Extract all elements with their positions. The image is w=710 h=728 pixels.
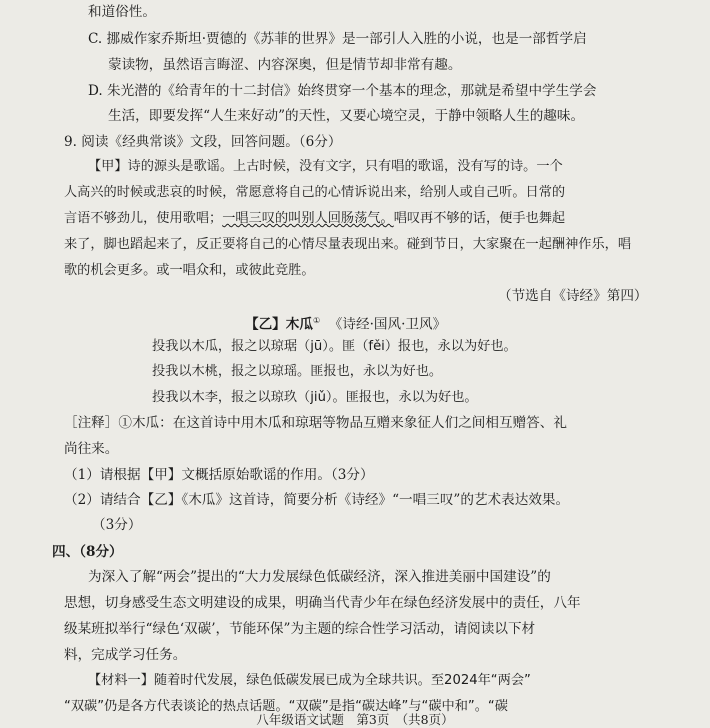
text-line: 蒙读物，虽然语言晦涩、内容深奥，但是情节却非常有趣。: [108, 57, 462, 73]
text-line: 和道俗性。: [88, 4, 156, 20]
question-9-title: 9. 阅读《经典常谈》文段，回答问题。（6分）: [64, 134, 342, 150]
page-footer: 八年级语文试题 第3页 （共8页）: [256, 712, 454, 727]
passage-jia-line: [64, 210, 565, 228]
poem-line: 投我以木李，报之以琼玖（jiǔ）。匪报也，永以为好也。: [152, 390, 478, 405]
passage-jia-line: 人高兴的时候或悲哀的时候，常愿意将自己的心情诉说出来，给别人或自己听。日常的: [64, 185, 566, 200]
text-segment: 唱叹再不够的话，便手也舞起: [393, 211, 566, 226]
annotation-line: ［注释］①木瓜：在这首诗中用木瓜和琼琚等物品互赠来象征人们之间相互赠答、礼: [64, 415, 567, 431]
underlined-phrase: 一唱三叹的叫别人回肠荡气。: [222, 211, 394, 226]
poem-title: [245, 312, 446, 334]
poem-line: 投我以木桃，报之以琼瑶。匪报也，永以为好也。: [152, 364, 443, 379]
footnote-mark: ①: [312, 316, 321, 325]
passage-jia-line: 来了，脚也蹈起来了，反正要将自己的心情尽量表现出来。碰到节日，大家聚在一起酬神作乐，唱: [64, 237, 632, 252]
intro-line: 级某班拟举行“绿色‘双碳’，节能环保”为主题的综合性学习活动，请阅读以下材: [64, 621, 536, 637]
poem-title-main: 【乙】木瓜: [245, 316, 313, 333]
section-4-title: 四、（8分）: [52, 544, 123, 560]
option-d-line: D. 朱光潜的《给青年的十二封信》始终贯穿一个基本的理念，那就是希望中学生学会: [88, 83, 597, 99]
intro-line: 思想，切身感受生态文明建设的成果，明确当代青少年在绿色经济发展中的责任，八年: [64, 595, 581, 611]
poem-source: 《诗经·国风·卫风》: [328, 316, 447, 333]
sub-question-2: （2）请结合【乙】《木瓜》这首诗，简要分析《诗经》“一唱三叹”的艺术表达效果。: [64, 492, 570, 508]
annotation-line: 尚往来。: [64, 441, 119, 457]
intro-line: 料，完成学习任务。: [64, 647, 187, 663]
passage-jia-line: 歌的机会更多。或一唱众和，或彼此竞胜。: [64, 263, 315, 278]
poem-line: 投我以木瓜，报之以琼琚（jū）。匪（fěi）报也，永以为好也。: [152, 339, 517, 354]
passage-jia-line: 【甲】诗的源头是歌谣。上古时候，没有文字，只有唱的歌谣，没有写的诗。一个: [88, 159, 563, 174]
material-1-line: “双碳”仍是各方代表谈论的热点话题。“双碳”是指“碳达峰”与“碳中和”。“碳: [64, 699, 508, 714]
intro-line: 为深入了解“两会”提出的“大力发展绿色低碳经济，深入推进美丽中国建设”的: [88, 569, 551, 585]
material-1-line: 【材料一】随着时代发展，绿色低碳发展已成为全球共识。至2024年“两会”: [88, 673, 531, 688]
sub-question-1: （1）请根据【甲】文概括原始歌谣的作用。（3分）: [64, 467, 374, 483]
option-c-line: C. 挪威作家乔斯坦·贾德的《苏菲的世界》是一部引人入胜的小说，也是一部哲学启: [88, 31, 587, 47]
text-line: 生活，即要发挥“人生来好动”的天性，又要心境空灵，于静中领略人生的趣味。: [108, 108, 585, 124]
source-note: （节选自《诗经》第四）: [498, 288, 648, 304]
text-segment: 言语不够劲儿，使用歌唱；: [64, 211, 223, 226]
sub-question-2-score: （3分）: [92, 517, 142, 533]
